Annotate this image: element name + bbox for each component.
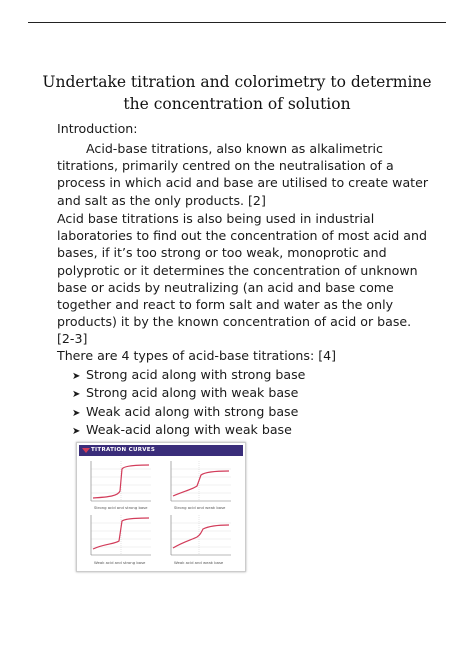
list-item-label: Strong acid along with weak base	[86, 385, 299, 401]
arrowhead-bullet-icon: ➤	[72, 407, 81, 419]
list-item	[72, 367, 305, 385]
list-item-label: Weak-acid along with weak base	[86, 422, 292, 438]
list-item	[72, 404, 305, 422]
titration-curves-image	[77, 443, 245, 571]
curve-panel-weak-weak	[171, 515, 231, 555]
list-item-label: Weak acid along with strong base	[86, 403, 299, 419]
arrowhead-bullet-icon: ➤	[72, 389, 81, 401]
curve-panel-strong-strong	[91, 461, 151, 501]
caption-strong-weak: Strong acid and weak base	[174, 505, 226, 510]
curve-panel-strong-weak	[171, 461, 231, 501]
paragraph-1: Acid-base titrations, also known as alkalimetric titrations, primarily centred on the neutralisation of a process in which acid and base are utilised to create water and salt as the only products. [2]	[57, 141, 429, 208]
list-item	[72, 385, 305, 403]
titration-curves-figure	[76, 442, 246, 572]
caption-weak-strong: Weak acid and strong base	[94, 560, 146, 565]
figure-header-label: TITRATION CURVES	[91, 447, 156, 453]
titration-types-list	[72, 367, 305, 441]
paragraph-2: Acid base titrations is also being used in industrial laboratories to find out the concentration of most acid and bases, if it’s too strong or too weak, monoprotic and polyprotic or it determines the concentration of unknown base or acids by neutralizing (an acid and base come together and react to form salt and water as the only products) it by the known concentration of acid or base. [2-3]	[57, 211, 427, 347]
intro-label: Introduction:	[57, 121, 138, 136]
triangle-icon	[82, 448, 90, 453]
curve-panel-weak-strong	[91, 515, 151, 555]
list-item	[72, 422, 305, 440]
arrowhead-bullet-icon: ➤	[72, 371, 81, 382]
page-title: Undertake titration and colorimetry to determine the concentration of solution	[42, 73, 432, 113]
arrowhead-bullet-icon: ➤	[72, 426, 81, 438]
caption-weak-weak: Weak acid and weak base	[174, 560, 224, 565]
caption-strong-strong: Strong acid and strong base	[94, 505, 148, 510]
paragraph-3: There are 4 types of acid-base titrations: [4]	[57, 348, 337, 363]
header-rule	[28, 22, 446, 23]
list-item-label: Strong acid along with strong base	[86, 367, 306, 382]
figure-header	[79, 445, 243, 456]
